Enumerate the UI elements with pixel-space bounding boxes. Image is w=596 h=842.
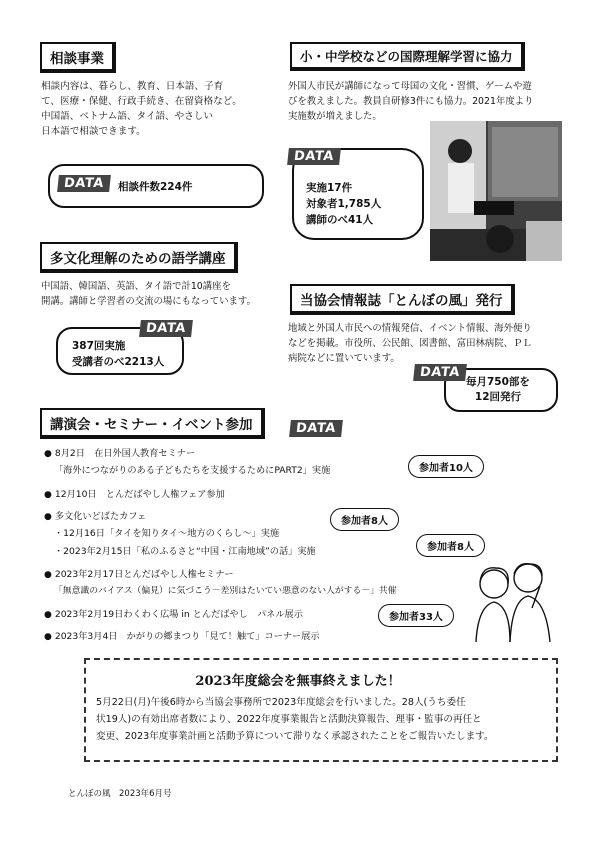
classroom-photo xyxy=(430,121,562,261)
consult-line: 中国語、ベトナム語、タイ語、やさしい xyxy=(41,111,214,122)
event-item xyxy=(44,486,225,500)
consult-stat: 相談件数224件 xyxy=(118,181,193,193)
consult-title: 相談事業 xyxy=(40,42,116,73)
school-body xyxy=(288,79,588,124)
event-bullet: ● xyxy=(44,632,52,642)
event-item xyxy=(54,462,330,476)
school-title: 小・中学校などの国際理解学習に協力 xyxy=(290,42,525,71)
consult-line: て、医療・保健、行政手続き、在留資格など。 xyxy=(41,96,242,107)
event-text: 2023年2月17日とんだばやし人権セミナー xyxy=(54,569,234,580)
general-title: 2023年度総会を無事終えました！ xyxy=(195,674,401,689)
school-stat: 講師のべ41人 xyxy=(306,214,374,226)
magazine-line: 地域と外国人市民への情報発信、イベント情報、海外便り xyxy=(288,323,532,334)
participant-count: 参加者8人 xyxy=(416,534,485,557)
event-text: 2023年3月4日 かがりの郷まつり「見て！触て」コーナー展示 xyxy=(54,631,320,642)
footer: とんぼの風 2023年6月号 xyxy=(68,789,172,799)
general-line: 変更、2023年度事業計画と活動予算について滞りなく承認されたことをご報告いたします。 xyxy=(96,731,494,742)
event-item xyxy=(44,445,195,459)
language-stats xyxy=(72,338,164,370)
consult-line: 相談内容は、暮らし、教育、日本語、子育 xyxy=(41,81,224,92)
magazine-line: などを掲載。市役所、公民館、図書館、富田林病院、ＰＬ xyxy=(288,338,532,349)
event-item xyxy=(44,508,146,522)
event-bullet: ● xyxy=(44,512,52,522)
event-item xyxy=(54,525,279,539)
event-item xyxy=(44,566,234,580)
school-line: 外国人市民が講師になって母国の文化・習慣、ゲームや遊 xyxy=(288,81,532,92)
data-tag: DATA xyxy=(57,175,111,192)
magazine-stat: 毎月750部を xyxy=(466,376,530,388)
consult-line: 日本語で相談できます。 xyxy=(41,126,146,137)
events-title: 講演会・セミナー・イベント参加 xyxy=(40,408,265,439)
school-line: 実施数が増えました。 xyxy=(288,111,382,122)
people-drawing xyxy=(470,556,554,642)
event-text: 8月2日 在日外国人教育セミナー xyxy=(54,448,196,459)
event-item xyxy=(54,543,316,557)
people-illustration xyxy=(470,556,554,642)
data-tag: DATA xyxy=(413,364,467,381)
general-line: 状19人)の有効出席者数により、2022年度事業報告と活動決算報告、理事・監事の再任と xyxy=(96,714,482,725)
event-bullet: ● xyxy=(44,449,52,459)
language-stat: 387回実施 xyxy=(72,340,126,352)
magazine-line: 病院などに置いています。 xyxy=(288,353,400,364)
classroom-photo-illustration xyxy=(430,121,562,261)
general-body xyxy=(96,694,548,745)
event-text: 2023年2月19日わくわく広場 in とんだばやし パネル展示 xyxy=(54,609,303,620)
magazine-body xyxy=(288,321,588,366)
event-text: 多文化いどばたカフェ xyxy=(54,511,147,522)
school-stats xyxy=(306,180,381,228)
event-text: 「海外につながりのある子どもたちを支援するためにPART2」実施 xyxy=(54,465,331,476)
event-text: ・12月16日「タイを知りタイ～地方のくらし～」実施 xyxy=(54,528,280,539)
event-text: 「無意識のバイアス（偏見）に気づこう－差別はたいてい悪意のない人がする－」共催 xyxy=(54,586,397,596)
event-bullet: ● xyxy=(44,610,52,620)
data-tag: DATA xyxy=(289,420,343,437)
data-tag: DATA xyxy=(287,148,341,165)
event-bullet: ● xyxy=(44,490,52,500)
magazine-stat: 12回発行 xyxy=(474,391,522,403)
magazine-title: 当協会情報誌「とんぼの風」発行 xyxy=(290,284,515,315)
general-line: 5月22日(月)午後6時から当協会事務所で2023年度総会を行いました。28人(うち委任 xyxy=(96,697,466,708)
event-item xyxy=(44,628,320,642)
event-item xyxy=(44,606,303,620)
school-stat: 対象者1,785人 xyxy=(306,198,382,210)
language-title: 多文化理解のための語学講座 xyxy=(40,242,238,273)
event-text: ・2023年2月15日「私のふるさと“中国・江南地域”の話」実施 xyxy=(54,546,316,557)
participant-count: 参加者10人 xyxy=(408,455,484,478)
consult-body xyxy=(41,79,281,139)
language-stat: 受講者のべ2213人 xyxy=(72,356,165,368)
language-line: 開講。講師と学習者の交流の場にもなっています。 xyxy=(41,296,256,307)
participant-count: 参加者33人 xyxy=(378,604,454,627)
participant-count: 参加者8人 xyxy=(330,508,399,531)
school-stat: 実施17件 xyxy=(306,182,353,194)
event-text: 12月10日 とんだばやし人権フェア参加 xyxy=(54,489,225,500)
data-tag: DATA xyxy=(139,320,193,337)
language-body xyxy=(41,279,286,309)
magazine-stats xyxy=(466,375,530,405)
event-item xyxy=(54,583,396,596)
language-line: 中国語、韓国語、英語、タイ語で計10講座を xyxy=(41,281,231,292)
school-line: びを教えました。教員自研修3件にも協力。2021年度より xyxy=(288,96,534,107)
event-bullet: ● xyxy=(44,570,52,580)
